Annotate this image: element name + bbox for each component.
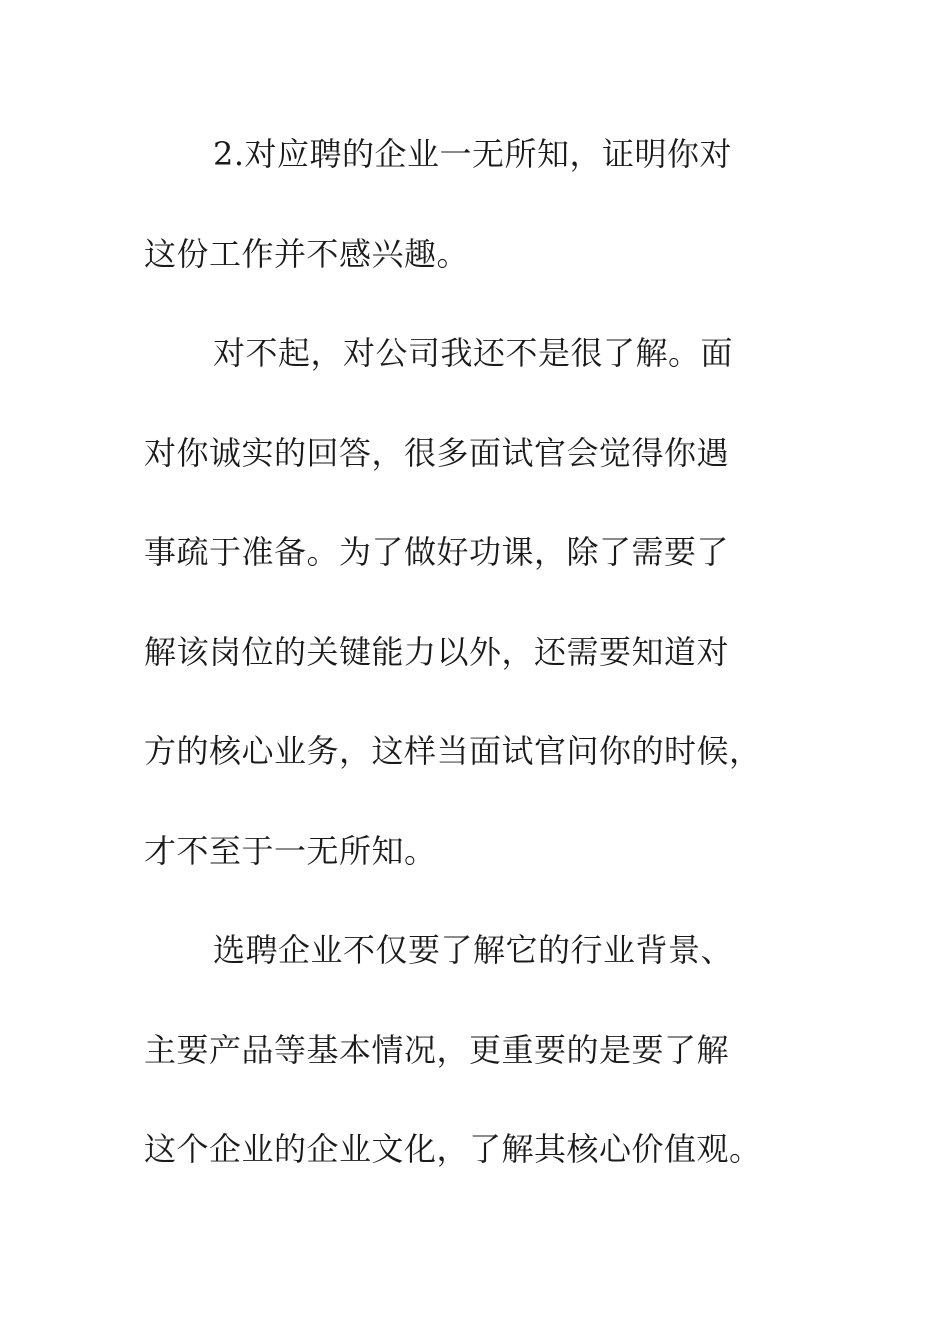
paragraph-3-line-1: 选聘企业不仅要了解它的行业背景、: [213, 931, 734, 969]
paragraph-2-line-1: 对不起，对公司我还不是很了解。面: [213, 334, 734, 372]
paragraph-2-line-6: 才不至于一无所知。: [144, 831, 437, 870]
paragraph-3-line-3: 这个企业的企业文化，了解其核心价值观。: [144, 1130, 762, 1168]
paragraph-2-line-3: 事疏于准备。为了做好功课，除了需要了: [144, 533, 730, 571]
paragraph-2-line-2: 对你诚实的回答，很多面试官会觉得你遇: [144, 433, 730, 472]
paragraph-1-line-2: 这份工作并不感兴趣。: [144, 234, 470, 273]
paragraph-2-line-5: 方的核心业务，这样当面试官问你的时候，: [144, 732, 762, 770]
paragraph-1-line-1: 2.对应聘的企业一无所知，证明你对: [213, 135, 733, 173]
paragraph-3-line-2: 主要产品等基本情况，更重要的是要了解: [144, 1030, 730, 1069]
paragraph-2-line-4: 解该岗位的关键能力以外，还需要知道对: [144, 632, 730, 671]
document-body: [144, 125, 816, 1220]
